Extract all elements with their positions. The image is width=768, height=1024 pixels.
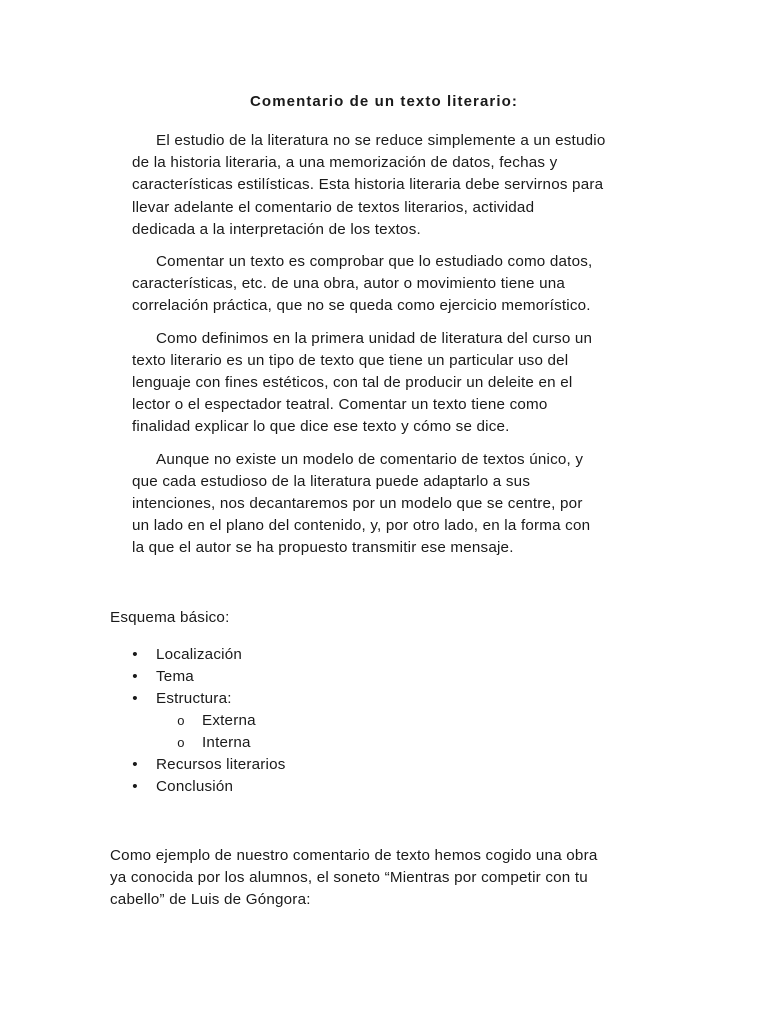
body-text — [132, 130, 652, 570]
paragraph-line: lector o el espectador teatral. Comentar un texto tiene como — [132, 396, 548, 414]
list-item — [130, 644, 286, 666]
closing-line: cabello” de Luis de Góngora: — [110, 891, 311, 909]
paragraph-line: características estilísticas. Esta historia literaria debe servirnos para — [132, 176, 604, 194]
list-item-label: Recursos literarios — [156, 756, 286, 773]
paragraph-line: Como definimos en la primera unidad de literatura del curso un — [156, 329, 593, 347]
paragraph-line: que cada estudioso de la literatura puede adaptarlo a sus — [132, 472, 531, 490]
bullet-icon: • — [132, 646, 138, 663]
paragraph-line: lenguaje con fines estéticos, con tal de producir un deleite en el — [132, 374, 573, 392]
paragraph — [132, 449, 652, 560]
paragraph-line: intenciones, nos decantaremos por un modelo que se centre, por — [132, 495, 583, 513]
paragraph-line: un lado en el plano del contenido, y, por otro lado, en la forma con — [132, 517, 591, 535]
closing-paragraph — [110, 845, 670, 912]
bullet-icon: • — [132, 690, 138, 707]
list-item — [130, 688, 286, 710]
list-item-label: Conclusión — [156, 778, 234, 795]
paragraph-line: características, etc. de una obra, autor o movimiento tiene una — [132, 275, 566, 293]
paragraph — [132, 328, 652, 439]
list-item-label: Interna — [202, 734, 251, 751]
schema-label: Esquema básico: — [110, 609, 230, 626]
list-item-label: Tema — [156, 668, 194, 685]
paragraph — [132, 130, 652, 241]
paragraph-line: finalidad explicar lo que dice ese texto y cómo se dice. — [132, 418, 510, 436]
schema-list — [130, 644, 286, 798]
paragraph-line: El estudio de la literatura no se reduce simplemente a un estudio — [156, 132, 606, 149]
paragraph-line: dedicada a la interpretación de los textos. — [132, 220, 421, 238]
list-item — [130, 666, 286, 688]
circle-bullet-icon: o — [177, 735, 185, 750]
paragraph — [132, 251, 652, 318]
circle-bullet-icon: o — [177, 713, 185, 728]
paragraph-line: texto literario es un tipo de texto que tiene un particular uso del — [132, 351, 569, 369]
closing-line: ya conocida por los alumnos, el soneto “Mientras por competir con tu — [110, 869, 588, 887]
bullet-icon: • — [132, 756, 138, 773]
paragraph-line: de la historia literaria, a una memorización de datos, fechas y — [132, 154, 558, 172]
paragraph-line: correlación práctica, que no se queda como ejercicio memorístico. — [132, 297, 591, 315]
list-item-label: Externa — [202, 712, 256, 729]
list-item — [130, 710, 286, 732]
paragraph-line: Comentar un texto es comprobar que lo estudiado como datos, — [156, 253, 593, 271]
bullet-icon: • — [132, 668, 138, 685]
paragraph-line: la que el autor se ha propuesto transmitir ese mensaje. — [132, 539, 514, 557]
paragraph-line: llevar adelante el comentario de textos literarios, actividad — [132, 198, 535, 216]
list-item-label: Estructura: — [156, 690, 232, 707]
bullet-icon: • — [132, 778, 138, 795]
list-item-label: Localización — [156, 646, 242, 663]
list-item — [130, 754, 286, 776]
list-item — [130, 732, 286, 754]
closing-line: Como ejemplo de nuestro comentario de texto hemos cogido una obra — [110, 847, 598, 864]
document-title: Comentario de un texto literario: — [250, 93, 518, 110]
paragraph-line: Aunque no existe un modelo de comentario de textos único, y — [156, 450, 584, 468]
list-item — [130, 776, 286, 798]
